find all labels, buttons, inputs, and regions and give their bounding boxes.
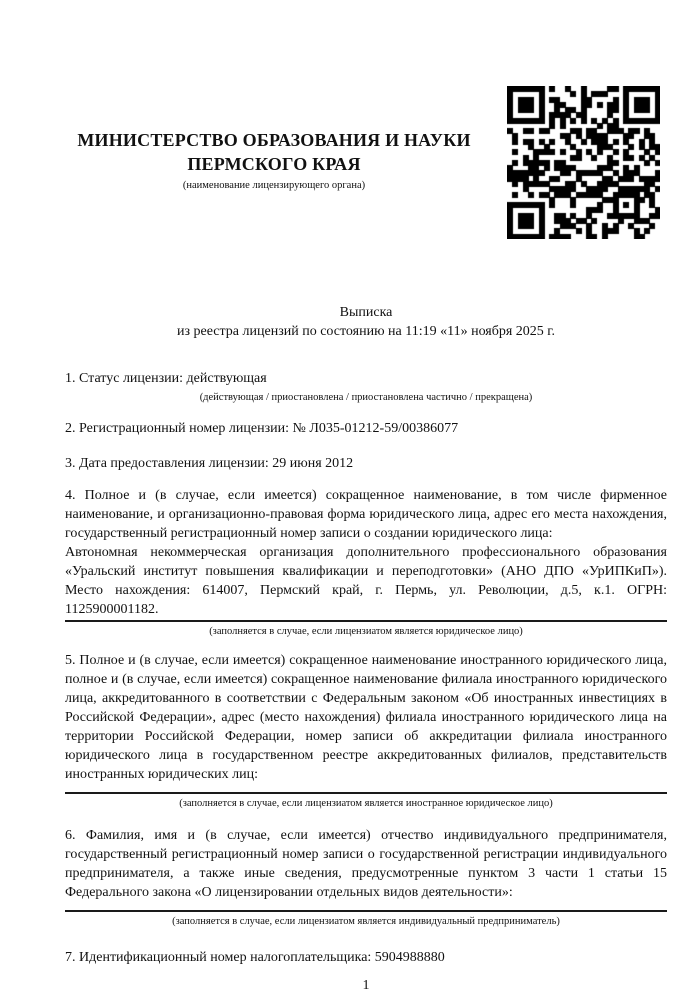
foreign-entity-note: (заполняется в случае, если лицензиатом является иностранное юридическое лицо) <box>179 798 553 809</box>
legal-entity-value: Автономная некоммерческая организация дополнительного профессионального образования «Уральский институт повышения квалификации и переподготовки» (АНО ДПО «УрИПКиП»). Место нахождения: 614007, Пермский край, г. Пермь, ул. Революции, д.5, к.1. ОГРН: 1125900001182. <box>65 545 667 617</box>
legal-entity-statute: 4. Полное и (в случае, если имеется) сокращенное наименование, в том числе фирменное наименование, и организационно-правовая форма юридического лица, адрес его места нахождения, государственный регистрационный номер записи о создании юридического лица: <box>65 488 667 541</box>
item-1-license-status <box>65 369 667 404</box>
entrepreneur-blank-line <box>65 910 667 912</box>
entrepreneur-note: (заполняется в случае, если лицензиатом является индивидуальный предприниматель) <box>172 916 560 927</box>
item-2-registration-number <box>65 419 667 438</box>
foreign-entity-statute: 5. Полное и (в случае, если имеется) сокращенное наименование иностранного юридического лица, полное и (в случае, если имеется) сокращенное наименование филиала иностранного юридического лица, аккредитованного в соответствии с Федеральным законом «Об иностранных инвестициях в Российской Федерации», адрес (место нахождения) филиала иностранного юридического лица на территории Российской Федерации, номер записи об аккредитации филиала иностранного юридического лица в государственном реестре аккредитованных филиалов, представительств иностранных юридических лиц: <box>65 653 667 782</box>
item-7-taxpayer-number <box>65 948 667 967</box>
grant-date-text: 3. Дата предоставления лицензии: 29 июня 2012 <box>65 456 354 471</box>
ministry-header <box>65 128 483 193</box>
registration-number-text: 2. Регистрационный номер лицензии: № Л035-01212-59/00386077 <box>65 421 459 436</box>
item-3-grant-date <box>65 454 667 473</box>
page-number: 1 <box>362 978 370 989</box>
document-content <box>65 0 667 989</box>
legal-entity-note: (заполняется в случае, если лицензиатом является юридическое лицо) <box>209 626 523 637</box>
entrepreneur-statute: 6. Фамилия, имя и (в случае, если имеется) отчество индивидуального предпринимателя, государственный регистрационный номер записи о государственной регистрации индивидуального предпринимателя, а также иные сведения, предусмотренные пунктом 3 части 1 статьи 15 Федерального закона «О лицензировании отдельных видов деятельности»: <box>65 828 667 900</box>
item-5-foreign-entity <box>65 651 667 810</box>
ministry-name-line2: ПЕРМСКОГО КРАЯ <box>187 154 361 174</box>
item-6-entrepreneur <box>65 826 667 928</box>
document-title <box>65 303 667 341</box>
document-title-line2: из реестра лицензий по состоянию на 11:19 «11» ноября 2025 г. <box>177 324 555 339</box>
ministry-name-line1: МИНИСТЕРСТВО ОБРАЗОВАНИЯ И НАУКИ <box>77 130 471 150</box>
document-title-line1: Выписка <box>339 305 393 320</box>
legal-entity-block <box>65 486 667 622</box>
foreign-entity-blank-line <box>65 792 667 794</box>
ministry-caption: (наименование лицензирующего органа) <box>182 180 366 191</box>
taxpayer-number-text: 7. Идентификационный номер налогоплательщика: 5904988880 <box>65 950 445 965</box>
license-status-note: (действующая / приостановлена / приостановлена частично / прекращена) <box>199 392 533 403</box>
license-status-text: 1. Статус лицензии: действующая <box>65 371 267 386</box>
item-4-legal-entity <box>65 486 667 638</box>
